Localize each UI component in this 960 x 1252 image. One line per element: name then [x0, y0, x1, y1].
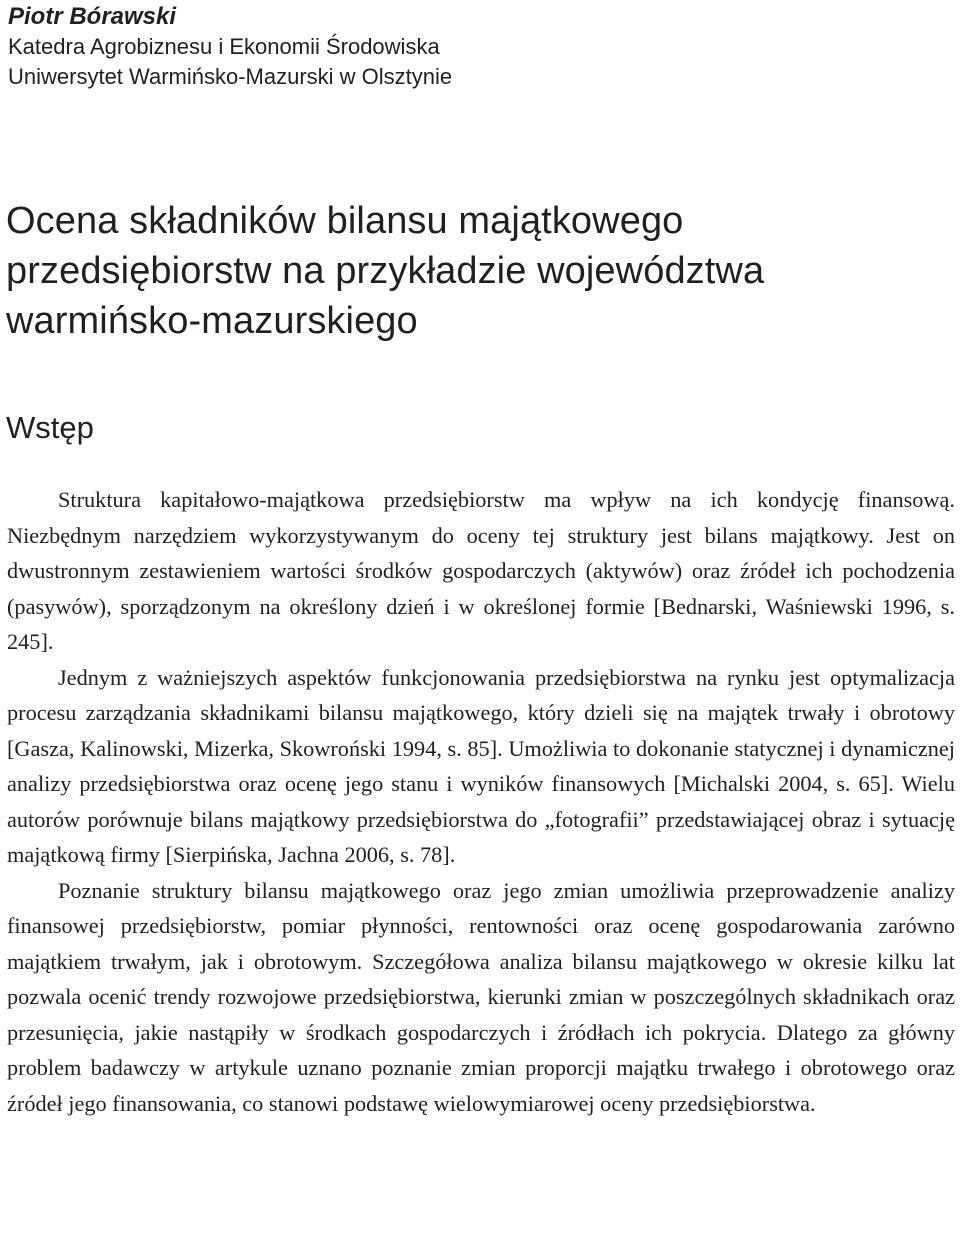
- title-line-3: warmińsko-mazurskiego: [6, 300, 418, 342]
- author-university: Uniwersytet Warmińsko-Mazurski w Olsztynie: [8, 64, 453, 89]
- body-text: [7, 482, 955, 1121]
- title-line-1: Ocena składników bilansu majątkowego: [6, 200, 684, 242]
- article-title: [6, 196, 946, 346]
- title-line-2: przedsiębiorstw na przykładzie województwa: [6, 250, 765, 292]
- paragraph-3: Poznanie struktury bilansu majątkowego oraz jego zmian umożliwia przeprowadzenie analizy finansowej przedsiębiorstw, pomiar płynności, rentowności oraz ocenę gospodarowania zarówno majątkiem trwałym, jak i obrotowym. Szczegółowa analiza bilansu majątkowego w okresie kilku lat pozwala ocenić trendy rozwojowe przedsiębiorstwa, kierunki zmian w poszczególnych składnikach oraz przesunięcia, jakie nastąpiły w środkach gospodarczych i źródłach ich pokrycia. Dlatego za główny problem badawczy w artykule uznano poznanie zmian proporcji majątku trwałego i obrotowego oraz źródeł jego finansowania, co stanowi podstawę wielowymiarowej oceny przedsiębiorstwa.: [7, 877, 955, 1116]
- author-department: Katedra Agrobiznesu i Ekonomii Środowiska: [8, 34, 440, 59]
- section-heading: Wstęp: [6, 410, 94, 445]
- author-name: Piotr Bórawski: [8, 3, 177, 30]
- paragraph-1: Struktura kapitałowo-majątkowa przedsiębiorstw ma wpływ na ich kondycję finansową. Niezbędnym narzędziem wykorzystywanym do oceny tej struktury jest bilans majątkowy. Jest on dwustronnym zestawieniem wartości środków gospodarczych (aktywów) oraz źródeł ich pochodzenia (pasywów), sporządzonym na określony dzień i w określonej formie [Bednarski, Waśniewski 1996, s. 245].: [7, 487, 955, 654]
- paragraph-2: Jednym z ważniejszych aspektów funkcjonowania przedsiębiorstwa na rynku jest optymalizacja procesu zarządzania składnikami bilansu majątkowego, który dzieli się na majątek trwały i obrotowy [Gasza, Kalinowski, Mizerka, Skowroński 1994, s. 85]. Umożliwia to dokonanie statycznej i dynamicznej analizy przedsiębiorstwa oraz ocenę jego stanu i wyników finansowych [Michalski 2004, s. 65]. Wielu autorów porównuje bilans majątkowy przedsiębiorstwa do „fotografii” przedstawiającej obraz i sytuację majątkową firmy [Sierpińska, Jachna 2006, s. 78].: [7, 664, 955, 867]
- author-block: [8, 2, 948, 92]
